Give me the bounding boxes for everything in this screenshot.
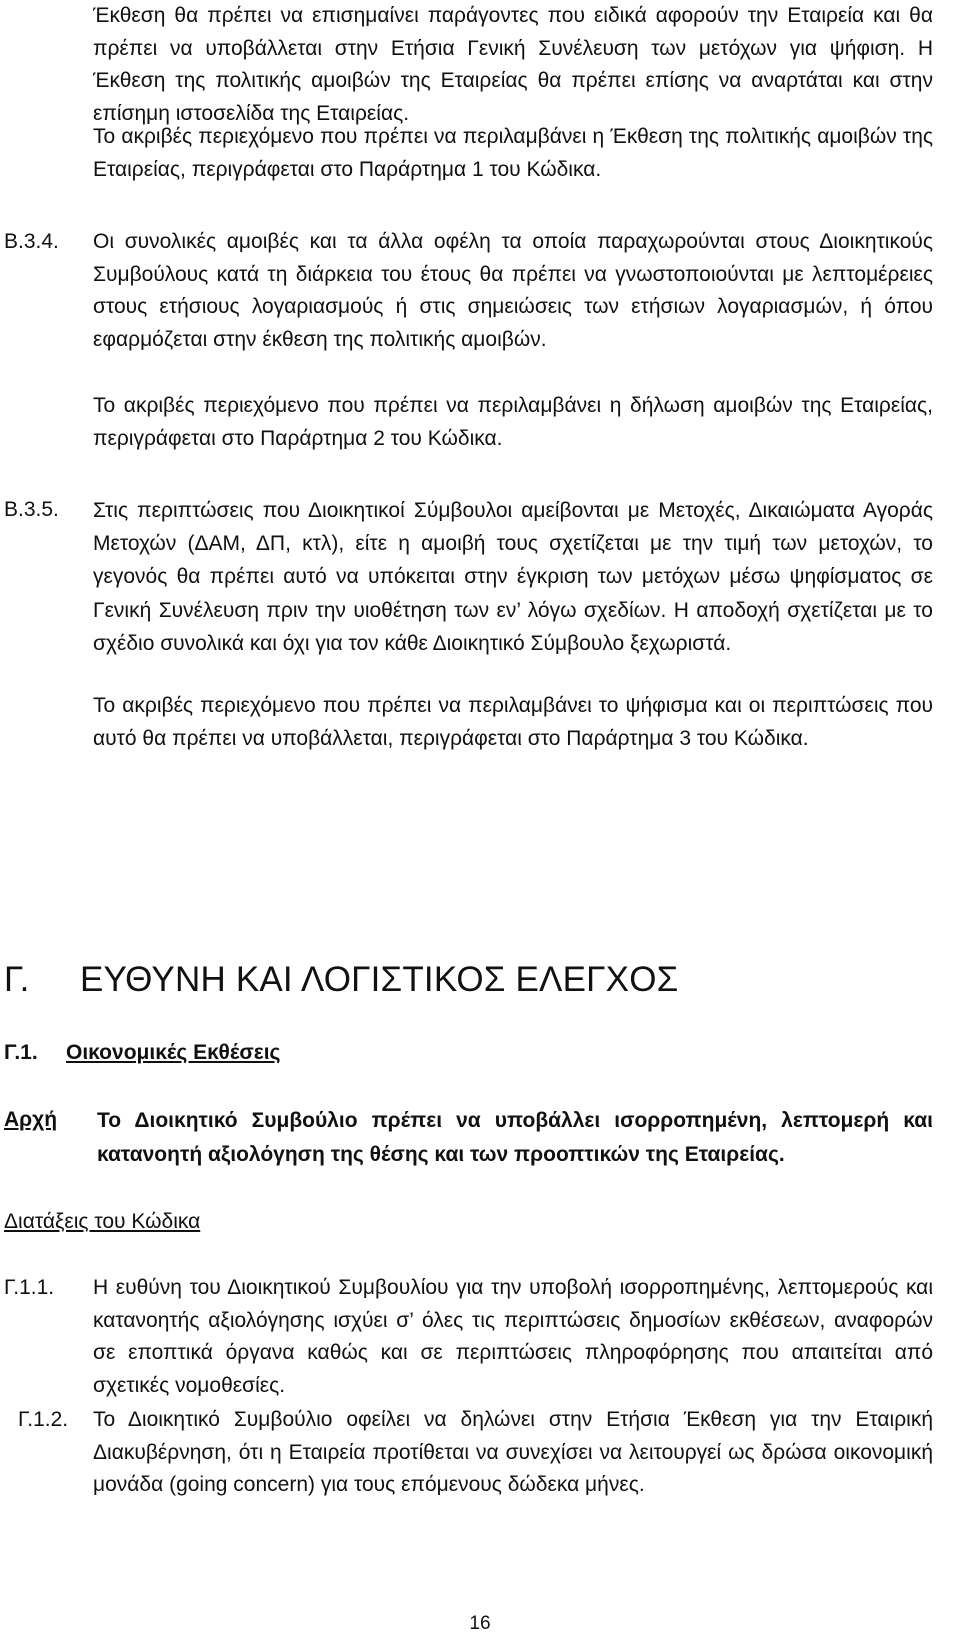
section-heading [4,958,678,1002]
clause-number-g111: Γ.1.1. [4,1276,55,1299]
intro-paragraph-1: Έκθεση θα πρέπει να επισημαίνει παράγοντες που ειδικά αφορούν την Εταιρεία και θα πρέπει να υποβάλλεται στην Ετήσια Γενική Συνέλευση των μετόχων για ψήφιση. Η Έκθεση της πολιτικής αμοιβών της Εταιρείας θα πρέπει επίσης να αναρτάται και στην επίσημη ιστοσελίδα της Εταιρείας. [93,4,933,125]
clause-g112-text: Το Διοικητικό Συμβούλιο οφείλει να δηλώνει στην Ετήσια Έκθεση για την Εταιρική Διακυβέρνηση, ότι η Εταιρεία προτίθεται να συνεχίσει να λειτουργεί ως δρώσα οικονομική μονάδα (going concern) για τους επόμενους δώδεκα μήνες. [93,1408,933,1497]
subsection-number: Γ.1. [4,1041,38,1064]
subsection-title: Οικονομικές Εκθέσεις [66,1041,281,1064]
section-title: ΕΥΘΥΝΗ ΚΑΙ ΛΟΓΙΣΤΙΚΟΣ ΕΛΕΓΧΟΣ [80,960,679,999]
clause-number-g112: Γ.1.2. [18,1408,69,1431]
clause-b34-paragraph-1: Οι συνολικές αμοιβές και τα άλλα οφέλη τα οποία παραχωρούνται στους Διοικητικούς Συμβούλους κατά τη διάρκεια του έτους θα πρέπει να γνωστοποιούνται με λεπτομέρειες στους ετήσιους λογαριασμούς ή στις σημειώσεις των ετήσιων λογαριασμών, ή όπου εφαρμόζεται στην έκθεση της πολιτικής αμοιβών. [93,230,933,351]
subsection-heading [4,1037,280,1069]
page-number: 16 [469,1613,491,1634]
clause-b35-paragraph-1: Στις περιπτώσεις που Διοικητικοί Σύμβουλοι αμείβονται με Μετοχές, Δικαιώματα Αγοράς Μετοχών (ΔΑΜ, ΔΠ, κτλ), είτε η αμοιβή τους σχετίζεται με την τιμή των μετοχών, το γεγονός θα πρέπει αυτό να υπόκειται στην έγκριση των μετόχων μέσω ψηφίσματος σε Γενική Συνέλευση πριν την υιοθέτηση των εν’ λόγω σχεδίων. Η αποδοχή σχετίζεται με το σχέδιο συνολικά και όχι για τον κάθε Διοικητικό Σύμβουλο ξεχωριστά. [93,499,933,655]
section-number: Γ. [4,960,30,999]
principle-text: Το Διοικητικό Συμβούλιο πρέπει να υποβάλλει ισορροπημένη, λεπτομερή και κατανοητή αξιολόγηση της θέσης και των προοπτικών της Εταιρείας. [97,1109,933,1166]
provisions-heading: Διατάξεις του Κώδικα [4,1210,201,1233]
clause-b35-paragraph-2: Το ακριβές περιεχόμενο που πρέπει να περιλαμβάνει το ψήφισμα και οι περιπτώσεις που αυτό θα πρέπει να υποβάλλεται, περιγράφεται στο Παράρτημα 3 του Κώδικα. [93,694,933,751]
principle-label: Αρχή [4,1108,58,1131]
clause-number-b35: Β.3.5. [4,498,59,521]
clause-b34-paragraph-2: Το ακριβές περιεχόμενο που πρέπει να περιλαμβάνει η δήλωση αμοιβών της Εταιρείας, περιγράφεται στο Παράρτημα 2 του Κώδικα. [93,394,933,450]
intro-paragraph-2: Το ακριβές περιεχόμενο που πρέπει να περιλαμβάνει η Έκθεση της πολιτικής αμοιβών της Εταιρείας, περιγράφεται στο Παράρτημα 1 του Κώδικα. [93,125,933,181]
clause-number-b34: Β.3.4. [4,230,59,253]
clause-g111-text: Η ευθύνη του Διοικητικού Συμβουλίου για την υποβολή ισορροπημένης, λεπτομερούς και κατανοητής αξιολόγησης ισχύει σ’ όλες τις περιπτώσεις δημοσίων εκθέσεων, αναφορών σε εποπτικά όργανα καθώς και σε περιπτώσεις πληροφόρησης που απαιτείται από σχετικές νομοθεσίες. [93,1276,933,1397]
